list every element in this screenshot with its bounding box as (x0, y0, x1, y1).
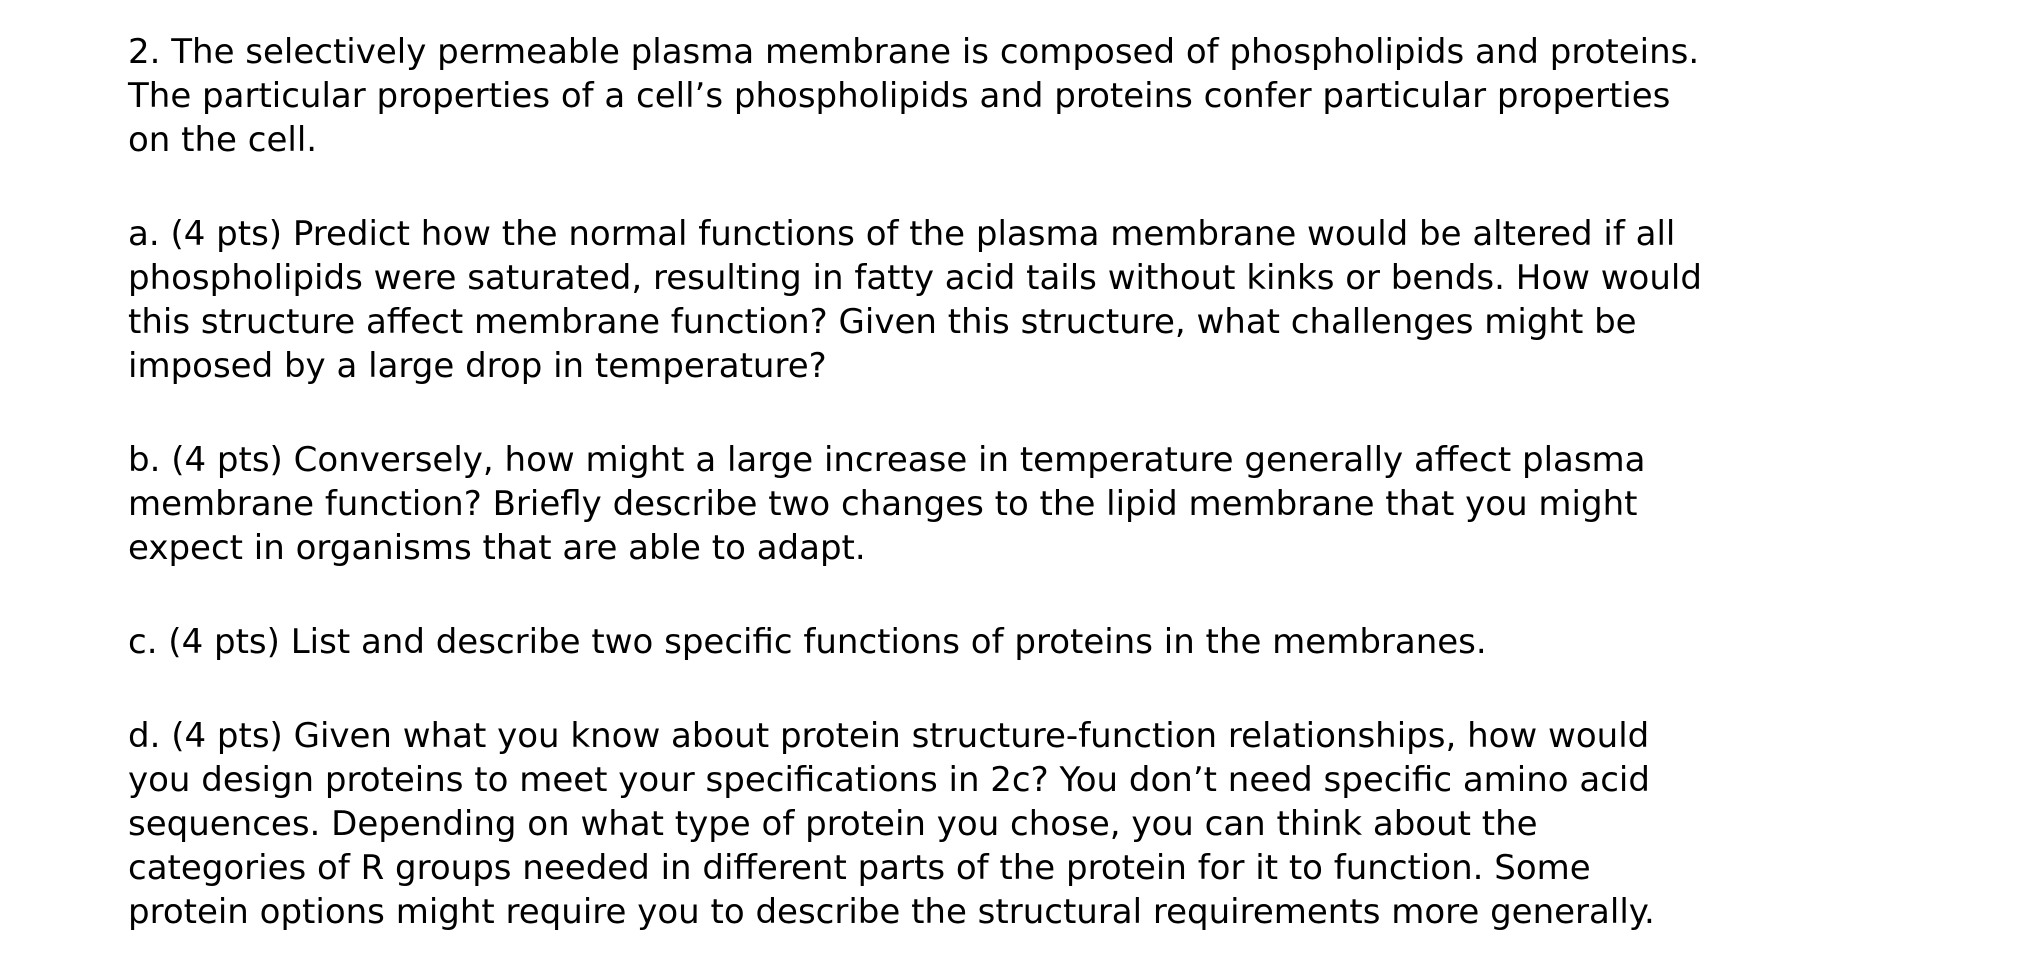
question-document (128, 30, 2008, 934)
text-line: categories of R groups needed in different parts of the protein for it to function. Some (128, 848, 1591, 888)
text-line: this structure affect membrane function? Given this structure, what challenges might be (128, 302, 1637, 342)
paragraph-gap (128, 388, 2008, 438)
paragraph-gap (128, 664, 2008, 714)
paragraph-gap (128, 570, 2008, 620)
text-line: expect in organisms that are able to adapt. (128, 528, 866, 568)
question-part-a (128, 212, 2008, 388)
text-line: imposed by a large drop in temperature? (128, 346, 827, 386)
text-line: protein options might require you to describe the structural requirements more generally. (128, 892, 1655, 932)
text-line: a. (4 pts) Predict how the normal functions of the plasma membrane would be altered if all (128, 214, 1676, 254)
text-line: membrane function? Briefly describe two changes to the lipid membrane that you might (128, 484, 1638, 524)
paragraph-gap (128, 162, 2008, 212)
text-line: you design proteins to meet your specifications in 2c? You don’t need specific amino acid (128, 760, 1650, 800)
text-line: sequences. Depending on what type of protein you chose, you can think about the (128, 804, 1538, 844)
text-line: d. (4 pts) Given what you know about protein structure-function relationships, how would (128, 716, 1650, 756)
question-intro (128, 30, 2008, 162)
question-part-b (128, 438, 2008, 570)
question-part-d (128, 714, 2008, 934)
text-line: on the cell. (128, 120, 318, 160)
question-part-c (128, 620, 2008, 664)
text-line: b. (4 pts) Conversely, how might a large increase in temperature generally affect plasma (128, 440, 1646, 480)
text-line: phospholipids were saturated, resulting in fatty acid tails without kinks or bends. How would (128, 258, 1702, 298)
text-line: c. (4 pts) List and describe two specific functions of proteins in the membranes. (128, 622, 1487, 662)
text-line: 2. The selectively permeable plasma membrane is composed of phospholipids and proteins. (128, 32, 1700, 72)
text-line: The particular properties of a cell’s phospholipids and proteins confer particular properties (128, 76, 1671, 116)
